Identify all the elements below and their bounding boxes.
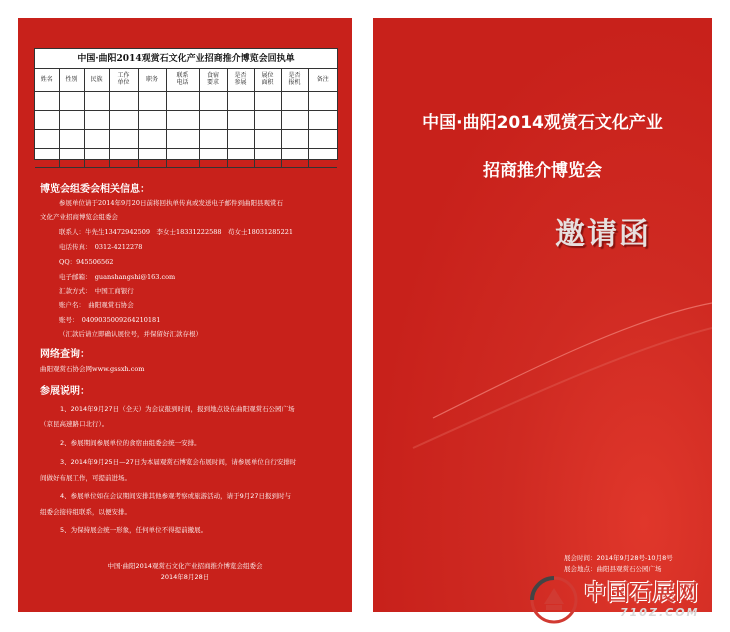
notes-section-title: 参展说明： — [40, 386, 90, 397]
table-row — [35, 148, 337, 167]
header-cell: 工作 单位 — [109, 69, 138, 91]
table-cell[interactable] — [308, 129, 337, 148]
site-watermark — [528, 574, 728, 630]
table-cell[interactable] — [84, 91, 109, 110]
table-cell[interactable] — [35, 110, 59, 129]
table-header-row — [35, 69, 337, 91]
table-cell[interactable] — [254, 91, 281, 110]
table-cell[interactable] — [138, 110, 166, 129]
table-cell[interactable] — [59, 148, 84, 167]
table-cell[interactable] — [59, 129, 84, 148]
table-cell[interactable] — [281, 110, 308, 129]
table-cell[interactable] — [59, 110, 84, 129]
cover-page — [373, 18, 712, 612]
date-footer: 2014年8月28日 — [160, 573, 210, 581]
table-cell[interactable] — [254, 110, 281, 129]
note-2: 2、参展期间参展单位的食宿由组委会统一安排。 — [60, 439, 201, 447]
cover-title-line-1: 中国·曲阳2014观赏石文化产业 — [422, 113, 663, 133]
header-cell: 职务 — [138, 69, 166, 91]
note-3-line-2: 间做好布展工作，可提前进场。 — [40, 474, 131, 482]
header-cell: 备注 — [308, 69, 337, 91]
table-cell[interactable] — [166, 91, 199, 110]
info-intro-line-2: 文化产业招商博览会组委会 — [40, 213, 118, 221]
note-1-line-1: 1、2014年9月27日（全天）为会议报到时间，报到地点设在曲阳观赏石公园广场 — [60, 405, 295, 413]
table-cell[interactable] — [109, 110, 138, 129]
bank-line: 汇款方式： 中国工商银行 — [59, 287, 134, 295]
account-number-line: 账号： 0409035009264210181 — [59, 316, 161, 324]
table-cell[interactable] — [199, 91, 227, 110]
reply-form-title: 中国·曲阳2014观赏石文化产业招商推介博览会回执单 — [35, 49, 337, 69]
table-cell[interactable] — [166, 129, 199, 148]
table-row — [35, 129, 337, 148]
contacts-line: 联系人：牛先生13472942509 李女士18331222588 苟女士18031285221 — [59, 228, 293, 236]
table-cell[interactable] — [109, 148, 138, 167]
table-cell[interactable] — [166, 148, 199, 167]
table-cell[interactable] — [199, 148, 227, 167]
organizer-footer: 中国·曲阳2014观赏石文化产业招商推介博览会组委会 — [107, 562, 263, 570]
account-name-line: 账户名： 曲阳观赏石协会 — [59, 301, 134, 309]
table-cell[interactable] — [199, 129, 227, 148]
table-cell[interactable] — [227, 148, 254, 167]
table-row — [35, 91, 337, 110]
table-row — [35, 110, 337, 129]
info-section-title: 博览会组委会相关信息： — [40, 184, 150, 195]
expo-time: 展会时间：2014年9月28号-10月8号 — [564, 554, 673, 562]
website-line[interactable]: 曲阳观赏石协会网www.gssxh.com — [40, 365, 145, 373]
table-cell[interactable] — [35, 129, 59, 148]
table-cell[interactable] — [109, 91, 138, 110]
header-cell: 姓名 — [35, 69, 59, 91]
header-cell: 是否 报机 — [281, 69, 308, 91]
note-5: 5、为保持展会统一形象，任何单位不得提前撤展。 — [60, 526, 208, 534]
table-cell[interactable] — [308, 91, 337, 110]
web-section-title: 网络查询： — [40, 349, 90, 360]
header-cell: 性别 — [59, 69, 84, 91]
reply-form-page — [18, 18, 352, 612]
table-cell[interactable] — [84, 148, 109, 167]
cover-title-line-2: 招商推介博览会 — [483, 161, 602, 181]
reply-form-table — [35, 69, 337, 168]
phone-fax-line: 电话传真： 0312-4212278 — [59, 243, 143, 251]
table-cell[interactable] — [59, 91, 84, 110]
qq-line: QQ：945506562 — [59, 258, 114, 266]
table-cell[interactable] — [308, 148, 337, 167]
table-cell[interactable] — [308, 110, 337, 129]
table-cell[interactable] — [281, 129, 308, 148]
invitation-heading: 邀请函 — [555, 217, 651, 252]
table-cell[interactable] — [35, 148, 59, 167]
table-cell[interactable] — [227, 129, 254, 148]
table-cell[interactable] — [166, 110, 199, 129]
note-4-line-2: 组委会接待组联系，以便安排。 — [40, 508, 131, 516]
info-intro-line-1: 参展单位请于2014年9月20日前将回执单传真或发送电子邮件到曲阳县观赏石 — [59, 199, 283, 207]
reply-form — [34, 48, 338, 160]
table-cell[interactable] — [35, 91, 59, 110]
watermark-brand: 中国石展网 — [584, 580, 700, 606]
header-cell: 食宿 要求 — [199, 69, 227, 91]
table-cell[interactable] — [199, 110, 227, 129]
stone-logo-icon — [528, 574, 580, 626]
email-line: 电子邮箱： guanshangshi@163.com — [59, 273, 176, 281]
expo-location: 展会地点：曲阳县观赏石公园广场 — [564, 565, 662, 573]
header-cell: 是否 参展 — [227, 69, 254, 91]
note-1-line-2: （京昆高速路口北行）。 — [40, 420, 109, 428]
remit-note-line: （汇款后请立即确认展位号，并保留好汇款存根） — [59, 330, 202, 338]
table-cell[interactable] — [138, 91, 166, 110]
note-4-line-1: 4、参展单位如在会议期间安排其他参观考察或旅游活动，请于9月27日报到时与 — [60, 492, 292, 500]
header-cell: 展位 面积 — [254, 69, 281, 91]
table-cell[interactable] — [227, 110, 254, 129]
table-cell[interactable] — [84, 110, 109, 129]
table-cell[interactable] — [138, 129, 166, 148]
table-cell[interactable] — [254, 148, 281, 167]
header-cell: 联系 电话 — [166, 69, 199, 91]
table-cell[interactable] — [281, 91, 308, 110]
table-cell[interactable] — [138, 148, 166, 167]
header-cell: 民族 — [84, 69, 109, 91]
watermark-site: 710Z.COM — [620, 606, 700, 619]
table-cell[interactable] — [254, 129, 281, 148]
table-cell[interactable] — [109, 129, 138, 148]
table-cell[interactable] — [227, 91, 254, 110]
note-3-line-1: 3、2014年9月25日—27日为本届观赏石博览会布展时间，请参展单位自行安排时 — [60, 458, 297, 466]
table-cell[interactable] — [84, 129, 109, 148]
table-cell[interactable] — [281, 148, 308, 167]
